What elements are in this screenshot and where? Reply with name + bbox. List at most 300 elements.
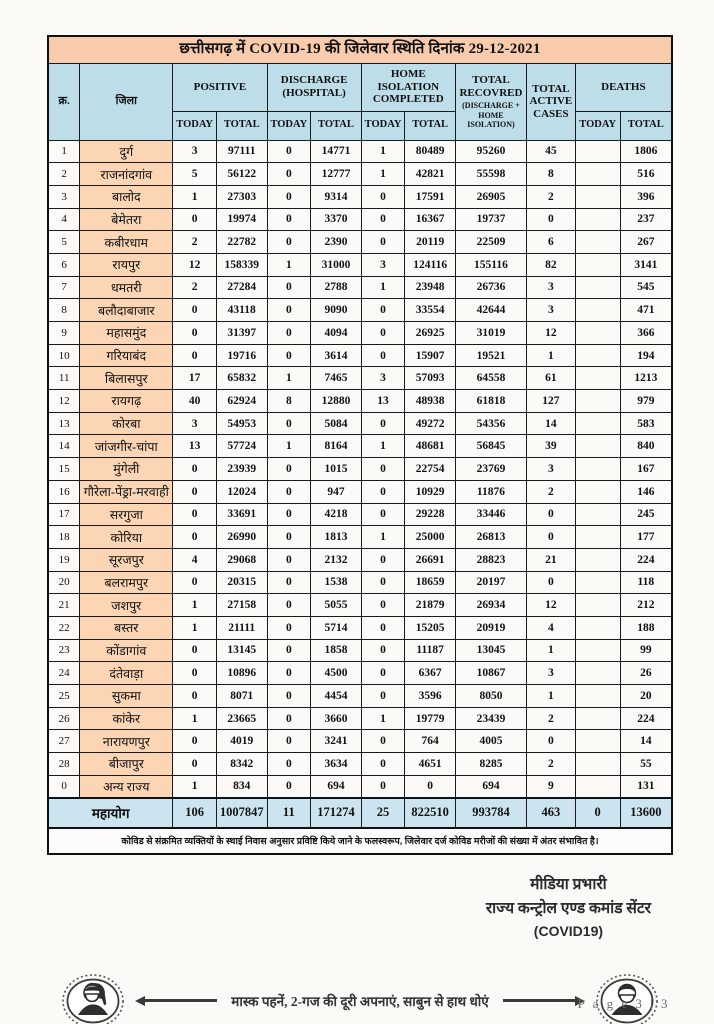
- row-deaths-total: 99: [620, 639, 672, 662]
- row-homeiso-total: 21879: [405, 594, 456, 617]
- row-district-name: जशपुर: [80, 594, 173, 617]
- row-homeiso-total: 26925: [405, 322, 456, 345]
- row-district-name: बस्तर: [80, 616, 173, 639]
- row-serial: 5: [48, 231, 80, 254]
- row-discharge-today: 0: [267, 299, 311, 322]
- row-positive-total: 19716: [216, 344, 267, 367]
- row-deaths-today: [575, 163, 620, 186]
- left-arrowhead-icon: [135, 996, 145, 1006]
- district-row: [48, 526, 672, 549]
- row-deaths-today: [575, 639, 620, 662]
- district-row: [48, 548, 672, 571]
- row-recovered: 20919: [455, 616, 526, 639]
- row-discharge-total: 3660: [311, 707, 362, 730]
- table-title-row: [48, 36, 672, 63]
- row-recovered: 8285: [455, 753, 526, 776]
- row-discharge-total: 14771: [311, 140, 362, 163]
- row-recovered: 64558: [455, 367, 526, 390]
- row-deaths-total: 20: [620, 685, 672, 708]
- row-active-cases: 0: [527, 503, 576, 526]
- row-discharge-total: 4454: [311, 685, 362, 708]
- row-discharge-today: 0: [267, 639, 311, 662]
- row-serial: 20: [48, 571, 80, 594]
- row-district-name: सूरजपुर: [80, 548, 173, 571]
- row-active-cases: 2: [527, 480, 576, 503]
- district-row: [48, 299, 672, 322]
- col-header-deaths-today: TODAY: [575, 111, 620, 140]
- row-active-cases: 82: [527, 253, 576, 276]
- row-serial: 16: [48, 480, 80, 503]
- row-positive-today: 5: [173, 163, 217, 186]
- district-row: [48, 435, 672, 458]
- row-positive-total: 97111: [216, 140, 267, 163]
- signature-office: राज्य कन्ट्रोल एण्ड कमांड सेंटर: [485, 899, 651, 917]
- row-recovered: 20197: [455, 571, 526, 594]
- district-row: [48, 639, 672, 662]
- row-deaths-total: 471: [620, 299, 672, 322]
- row-positive-total: 10896: [216, 662, 267, 685]
- row-discharge-today: 0: [267, 276, 311, 299]
- total-recovered-label: TOTAL RECOVRED: [459, 74, 523, 99]
- row-recovered: 13045: [455, 639, 526, 662]
- row-homeiso-today: 0: [361, 322, 405, 345]
- row-district-name: बालोद: [80, 185, 173, 208]
- row-positive-today: 0: [173, 753, 217, 776]
- row-homeiso-total: 23948: [405, 276, 456, 299]
- row-homeiso-total: 18659: [405, 571, 456, 594]
- row-district-name: राजनांदगांव: [80, 163, 173, 186]
- row-homeiso-total: 0: [405, 775, 456, 798]
- district-row: [48, 140, 672, 163]
- district-row: [48, 571, 672, 594]
- row-recovered: 155116: [455, 253, 526, 276]
- district-row: [48, 412, 672, 435]
- district-row: [48, 231, 672, 254]
- row-recovered: 10867: [455, 662, 526, 685]
- row-deaths-total: 14: [620, 730, 672, 753]
- grand-total-recovered: 993784: [455, 798, 526, 828]
- row-homeiso-today: 3: [361, 253, 405, 276]
- row-homeiso-total: 80489: [405, 140, 456, 163]
- row-deaths-today: [575, 707, 620, 730]
- row-district-name: बलरामपुर: [80, 571, 173, 594]
- row-district-name: सरगुजा: [80, 503, 173, 526]
- row-deaths-today: [575, 753, 620, 776]
- row-serial: 27: [48, 730, 80, 753]
- row-serial: 0: [48, 775, 80, 798]
- row-active-cases: 0: [527, 208, 576, 231]
- row-deaths-today: [575, 344, 620, 367]
- col-header-homeiso-today: TODAY: [361, 111, 405, 140]
- footnote-row: [48, 828, 672, 854]
- col-header-deaths: DEATHS: [575, 63, 672, 111]
- row-discharge-total: 694: [311, 775, 362, 798]
- row-district-name: जांजगीर-चांपा: [80, 435, 173, 458]
- grand-total-homeiso-today: 25: [361, 798, 405, 828]
- row-discharge-today: 0: [267, 458, 311, 481]
- row-positive-today: 4: [173, 548, 217, 571]
- row-discharge-today: 0: [267, 594, 311, 617]
- row-recovered: 31019: [455, 322, 526, 345]
- row-discharge-total: 4094: [311, 322, 362, 345]
- row-serial: 11: [48, 367, 80, 390]
- row-positive-total: 31397: [216, 322, 267, 345]
- row-positive-total: 23939: [216, 458, 267, 481]
- row-active-cases: 0: [527, 526, 576, 549]
- row-deaths-total: 224: [620, 707, 672, 730]
- row-homeiso-total: 764: [405, 730, 456, 753]
- covid-status-table: [47, 35, 673, 855]
- row-positive-today: 1: [173, 775, 217, 798]
- row-recovered: 55598: [455, 163, 526, 186]
- row-discharge-total: 5714: [311, 616, 362, 639]
- row-discharge-total: 2788: [311, 276, 362, 299]
- row-positive-today: 0: [173, 458, 217, 481]
- row-deaths-today: [575, 253, 620, 276]
- row-discharge-today: 0: [267, 707, 311, 730]
- row-discharge-today: 0: [267, 344, 311, 367]
- row-district-name: रायगढ़: [80, 390, 173, 413]
- row-homeiso-today: 0: [361, 730, 405, 753]
- row-positive-total: 12024: [216, 480, 267, 503]
- row-serial: 18: [48, 526, 80, 549]
- row-serial: 23: [48, 639, 80, 662]
- row-recovered: 8050: [455, 685, 526, 708]
- row-recovered: 11876: [455, 480, 526, 503]
- row-active-cases: 9: [527, 775, 576, 798]
- col-header-home-isolation: HOME ISOLATION COMPLETED: [361, 63, 455, 111]
- district-row: [48, 730, 672, 753]
- row-serial: 3: [48, 185, 80, 208]
- row-positive-total: 834: [216, 775, 267, 798]
- row-homeiso-today: 1: [361, 140, 405, 163]
- row-deaths-total: 1806: [620, 140, 672, 163]
- row-serial: 15: [48, 458, 80, 481]
- row-discharge-total: 5084: [311, 412, 362, 435]
- row-homeiso-total: 17591: [405, 185, 456, 208]
- row-homeiso-today: 0: [361, 344, 405, 367]
- signature-covid19: (COVID19): [533, 922, 604, 939]
- district-row: [48, 253, 672, 276]
- row-deaths-today: [575, 685, 620, 708]
- row-positive-today: 1: [173, 594, 217, 617]
- district-row: [48, 753, 672, 776]
- row-deaths-total: 979: [620, 390, 672, 413]
- col-header-positive-today: TODAY: [173, 111, 217, 140]
- left-arrow: [135, 996, 217, 1006]
- row-discharge-today: 0: [267, 163, 311, 186]
- masked-woman-stamp-icon: [61, 969, 125, 1024]
- row-district-name: कोरबा: [80, 412, 173, 435]
- row-district-name: दंतेवाड़ा: [80, 662, 173, 685]
- row-homeiso-today: 0: [361, 299, 405, 322]
- row-discharge-total: 5055: [311, 594, 362, 617]
- col-header-homeiso-total: TOTAL: [405, 111, 456, 140]
- row-positive-today: 0: [173, 685, 217, 708]
- district-row: [48, 276, 672, 299]
- row-homeiso-total: 6367: [405, 662, 456, 685]
- row-positive-total: 4019: [216, 730, 267, 753]
- row-district-name: बीजापुर: [80, 753, 173, 776]
- row-deaths-today: [575, 140, 620, 163]
- col-header-total-recovered: [455, 63, 526, 140]
- row-discharge-today: 0: [267, 503, 311, 526]
- row-discharge-today: 0: [267, 753, 311, 776]
- row-discharge-total: 7465: [311, 367, 362, 390]
- row-serial: 17: [48, 503, 80, 526]
- row-serial: 1: [48, 140, 80, 163]
- row-active-cases: 3: [527, 458, 576, 481]
- row-active-cases: 14: [527, 412, 576, 435]
- row-deaths-today: [575, 526, 620, 549]
- row-district-name: कबीरधाम: [80, 231, 173, 254]
- row-positive-total: 56122: [216, 163, 267, 186]
- row-deaths-today: [575, 412, 620, 435]
- row-homeiso-today: 0: [361, 480, 405, 503]
- row-homeiso-today: 1: [361, 526, 405, 549]
- row-deaths-today: [575, 594, 620, 617]
- row-discharge-today: 1: [267, 253, 311, 276]
- row-homeiso-today: 0: [361, 685, 405, 708]
- row-homeiso-total: 29228: [405, 503, 456, 526]
- district-row: [48, 367, 672, 390]
- row-positive-total: 20315: [216, 571, 267, 594]
- row-homeiso-total: 22754: [405, 458, 456, 481]
- row-positive-total: 29068: [216, 548, 267, 571]
- district-row: [48, 685, 672, 708]
- row-homeiso-total: 49272: [405, 412, 456, 435]
- row-active-cases: 8: [527, 163, 576, 186]
- row-positive-today: 1: [173, 185, 217, 208]
- row-serial: 22: [48, 616, 80, 639]
- row-active-cases: 6: [527, 231, 576, 254]
- col-header-discharge-today: TODAY: [267, 111, 311, 140]
- district-row: [48, 662, 672, 685]
- district-row: [48, 185, 672, 208]
- row-positive-today: 3: [173, 412, 217, 435]
- row-district-name: बेमेतरा: [80, 208, 173, 231]
- row-homeiso-total: 11187: [405, 639, 456, 662]
- row-deaths-total: 3141: [620, 253, 672, 276]
- row-positive-total: 8071: [216, 685, 267, 708]
- row-positive-today: 40: [173, 390, 217, 413]
- row-homeiso-total: 42821: [405, 163, 456, 186]
- row-discharge-today: 0: [267, 685, 311, 708]
- district-row: [48, 208, 672, 231]
- row-recovered: 28823: [455, 548, 526, 571]
- row-district-name: महासमुंद: [80, 322, 173, 345]
- row-positive-total: 21111: [216, 616, 267, 639]
- grand-total-discharge-total: 171274: [311, 798, 362, 828]
- col-header-serial: क्र.: [48, 63, 80, 140]
- row-district-name: अन्य राज्य: [80, 775, 173, 798]
- row-serial: 14: [48, 435, 80, 458]
- row-homeiso-today: 1: [361, 707, 405, 730]
- district-row: [48, 344, 672, 367]
- row-homeiso-total: 15205: [405, 616, 456, 639]
- row-district-name: बिलासपुर: [80, 367, 173, 390]
- row-positive-today: 0: [173, 344, 217, 367]
- col-header-deaths-total: TOTAL: [620, 111, 672, 140]
- row-recovered: 61818: [455, 390, 526, 413]
- row-homeiso-today: 0: [361, 662, 405, 685]
- row-positive-today: 17: [173, 367, 217, 390]
- row-serial: 28: [48, 753, 80, 776]
- row-positive-today: 0: [173, 503, 217, 526]
- row-deaths-today: [575, 503, 620, 526]
- row-deaths-total: 118: [620, 571, 672, 594]
- row-positive-total: 43118: [216, 299, 267, 322]
- district-row: [48, 616, 672, 639]
- row-deaths-total: 245: [620, 503, 672, 526]
- row-positive-total: 27158: [216, 594, 267, 617]
- row-discharge-total: 1015: [311, 458, 362, 481]
- row-district-name: सुकमा: [80, 685, 173, 708]
- row-homeiso-today: 1: [361, 435, 405, 458]
- district-row: [48, 480, 672, 503]
- row-deaths-today: [575, 367, 620, 390]
- row-deaths-today: [575, 730, 620, 753]
- row-serial: 25: [48, 685, 80, 708]
- row-homeiso-today: 0: [361, 231, 405, 254]
- district-row: [48, 775, 672, 798]
- row-deaths-total: 583: [620, 412, 672, 435]
- row-active-cases: 2: [527, 707, 576, 730]
- row-active-cases: 1: [527, 685, 576, 708]
- row-homeiso-total: 10929: [405, 480, 456, 503]
- row-homeiso-today: 0: [361, 775, 405, 798]
- row-active-cases: 2: [527, 753, 576, 776]
- row-serial: 2: [48, 163, 80, 186]
- row-deaths-today: [575, 480, 620, 503]
- row-positive-total: 13145: [216, 639, 267, 662]
- row-discharge-total: 3370: [311, 208, 362, 231]
- row-discharge-total: 9314: [311, 185, 362, 208]
- row-positive-today: 12: [173, 253, 217, 276]
- grand-total-label: महायोग: [48, 798, 173, 828]
- row-positive-total: 27303: [216, 185, 267, 208]
- row-district-name: दुर्ग: [80, 140, 173, 163]
- row-serial: 24: [48, 662, 80, 685]
- row-positive-total: 22782: [216, 231, 267, 254]
- row-positive-total: 27284: [216, 276, 267, 299]
- row-discharge-today: 0: [267, 140, 311, 163]
- row-discharge-total: 9090: [311, 299, 362, 322]
- row-recovered: 26905: [455, 185, 526, 208]
- row-discharge-total: 2390: [311, 231, 362, 254]
- signature-role: मीडिया प्रभारी: [530, 875, 607, 893]
- row-discharge-total: 4500: [311, 662, 362, 685]
- row-discharge-today: 0: [267, 480, 311, 503]
- row-positive-total: 33691: [216, 503, 267, 526]
- row-discharge-today: 8: [267, 390, 311, 413]
- row-serial: 12: [48, 390, 80, 413]
- row-homeiso-today: 0: [361, 185, 405, 208]
- row-active-cases: 61: [527, 367, 576, 390]
- row-recovered: 19521: [455, 344, 526, 367]
- row-discharge-total: 12880: [311, 390, 362, 413]
- row-homeiso-total: 48681: [405, 435, 456, 458]
- row-positive-total: 54953: [216, 412, 267, 435]
- row-deaths-total: 516: [620, 163, 672, 186]
- row-deaths-total: 177: [620, 526, 672, 549]
- row-deaths-total: 224: [620, 548, 672, 571]
- row-district-name: मुंगेली: [80, 458, 173, 481]
- row-discharge-today: 0: [267, 775, 311, 798]
- row-active-cases: 3: [527, 276, 576, 299]
- row-deaths-today: [575, 458, 620, 481]
- row-positive-today: 3: [173, 140, 217, 163]
- row-deaths-total: 237: [620, 208, 672, 231]
- row-district-name: कांकेर: [80, 707, 173, 730]
- district-row: [48, 322, 672, 345]
- row-district-name: बलौदाबाजार: [80, 299, 173, 322]
- row-recovered: 26934: [455, 594, 526, 617]
- row-positive-total: 8342: [216, 753, 267, 776]
- row-discharge-today: 0: [267, 526, 311, 549]
- row-district-name: गरियाबंद: [80, 344, 173, 367]
- row-recovered: 694: [455, 775, 526, 798]
- col-header-active-cases: TOTAL ACTIVE CASES: [527, 63, 576, 140]
- row-active-cases: 3: [527, 662, 576, 685]
- left-arrow-shaft: [145, 999, 217, 1002]
- row-homeiso-today: 0: [361, 458, 405, 481]
- row-homeiso-total: 4651: [405, 753, 456, 776]
- row-active-cases: 21: [527, 548, 576, 571]
- row-discharge-today: 0: [267, 208, 311, 231]
- header-group-row: [48, 63, 672, 111]
- row-discharge-total: 8164: [311, 435, 362, 458]
- row-positive-total: 65832: [216, 367, 267, 390]
- row-homeiso-today: 0: [361, 548, 405, 571]
- row-positive-today: 0: [173, 208, 217, 231]
- row-recovered: 22509: [455, 231, 526, 254]
- row-homeiso-today: 0: [361, 208, 405, 231]
- right-arrow-shaft: [503, 999, 575, 1002]
- row-positive-today: 0: [173, 299, 217, 322]
- row-discharge-today: 0: [267, 548, 311, 571]
- row-positive-today: 0: [173, 662, 217, 685]
- row-positive-today: 1: [173, 616, 217, 639]
- row-positive-total: 19974: [216, 208, 267, 231]
- row-deaths-today: [575, 276, 620, 299]
- row-homeiso-today: 1: [361, 163, 405, 186]
- row-homeiso-total: 20119: [405, 231, 456, 254]
- row-recovered: 56845: [455, 435, 526, 458]
- row-discharge-total: 3634: [311, 753, 362, 776]
- col-header-discharge-total: TOTAL: [311, 111, 362, 140]
- row-positive-total: 26990: [216, 526, 267, 549]
- row-deaths-today: [575, 322, 620, 345]
- row-positive-total: 62924: [216, 390, 267, 413]
- district-row: [48, 503, 672, 526]
- district-row: [48, 390, 672, 413]
- grand-total-row: [48, 798, 672, 828]
- row-positive-today: 2: [173, 276, 217, 299]
- row-homeiso-total: 19779: [405, 707, 456, 730]
- row-deaths-total: 840: [620, 435, 672, 458]
- row-positive-today: 0: [173, 526, 217, 549]
- row-discharge-total: 1858: [311, 639, 362, 662]
- row-active-cases: 2: [527, 185, 576, 208]
- table-footnote: कोविड से संक्रमित व्यक्तियों के स्थाई निवास अनुसार प्रविष्टि किये जाने के फलस्वरूप, जिलेवार दर्ज कोविड मरीजों की संख्या में अंतर संभावित है।: [48, 828, 672, 854]
- row-homeiso-total: 16367: [405, 208, 456, 231]
- row-positive-today: 0: [173, 480, 217, 503]
- grand-total-positive-today: 106: [173, 798, 217, 828]
- row-discharge-total: 3614: [311, 344, 362, 367]
- row-deaths-today: [575, 775, 620, 798]
- row-deaths-total: 188: [620, 616, 672, 639]
